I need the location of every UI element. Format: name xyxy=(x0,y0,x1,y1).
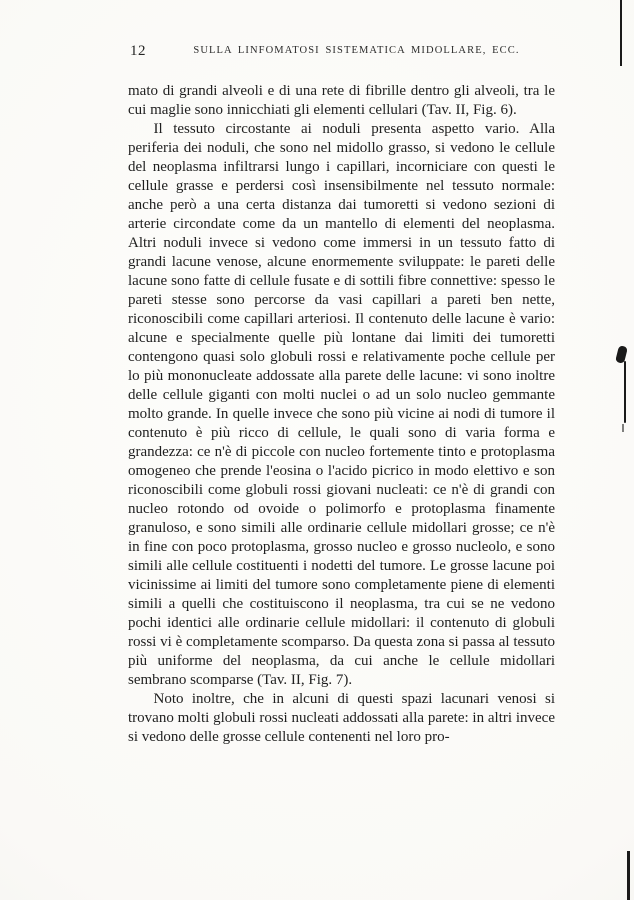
page-number: 12 xyxy=(130,43,146,59)
paragraph-continuation: mato di grandi alveoli e di una rete di fibrille dentro gli alveoli, tra le cui maglie sono innicchiati gli elementi cellulari (Tav. II, Fig. 6). xyxy=(128,83,555,118)
running-title: SULLA LINFOMATOSI SISTEMATICA MIDOLLARE, ECC. xyxy=(193,45,520,56)
paragraph: Noto inoltre, che in alcuni di questi spazi lacunari venosi si trovano molti globuli rossi nucleati addossati alla parete: in altri invece si vedono delle grosse cellule contenenti nel loro pro- xyxy=(128,691,555,745)
paragraph: Il tessuto circostante ai noduli presenta aspetto vario. Alla periferia dei noduli, che sono nel midollo grasso, si vedono le cellule del neoplasma infiltrarsi lungo i capillari, incorniciare con questi le cellule grasse e perdersi così insensibilmente nel tessuto normale: anche però a una certa distanza dai tumoretti si vedono sezioni di arterie circondate come da un mantello di elementi del neoplasma. Altri noduli invece si vedono come immersi in un tessuto fatto di grandi lacune venose, alcune enormemente sviluppate: le pareti delle lacune sono fatte di cellule fusate e di sottili fibre connettive: spesso le pareti stesse sono percorse da vasi capillari a pareti ben nette, riconoscibili come capillari arteriosi. Il contenuto delle lacune è vario: alcune e specialmente quelle più lontane dai limiti dei tumoretti contengono quasi solo globuli rossi e relativamente poche cellule per lo più mononucleate addossate alla parete delle lacune: vi sono inoltre delle cellule giganti con molti nuclei o ad un solo nucleo gemmante molto grande. In quelle invece che sono più vicine ai nodi di tumore il contenuto è più ricco di cellule, le quali sono di varia forma e grandezza: ce n'è di piccole con nucleo fortemente tinto e protoplasma omogeneo che prende l'eosina o l'acido picrico in modo elettivo e son riconoscibili come globuli rossi giovani nucleati: ce n'è di grandi con nucleo rotondo od ovoide o polimorfo e protoplasma finamente granuloso, e sono simili alle ordinarie cellule midollari grosse; ce n'è in fine con poco protoplasma, grosso nucleo e grosso nucleolo, e sono simili alle cellule costituenti i nodetti del tumore. Le grosse lacune poi vicinissime ai limiti del tumore sono completamente piene di elementi simili a quelli che costituiscono il neoplasma, tra cui se ne vedono pochi identici alle ordinarie cellule midollari: il contenuto di globuli rossi vi è completamente scomparso. Da questa zona si passa al tessuto più uniforme del neoplasma, da cui anche le cellule midollari sembrano scomparse (Tav. II, Fig. 7). xyxy=(128,121,555,688)
scan-artifact xyxy=(620,0,622,66)
body-text xyxy=(128,82,555,747)
page-header xyxy=(128,45,555,61)
scan-artifact xyxy=(624,361,626,423)
scan-artifact xyxy=(627,851,630,900)
scan-artifact xyxy=(622,424,624,432)
